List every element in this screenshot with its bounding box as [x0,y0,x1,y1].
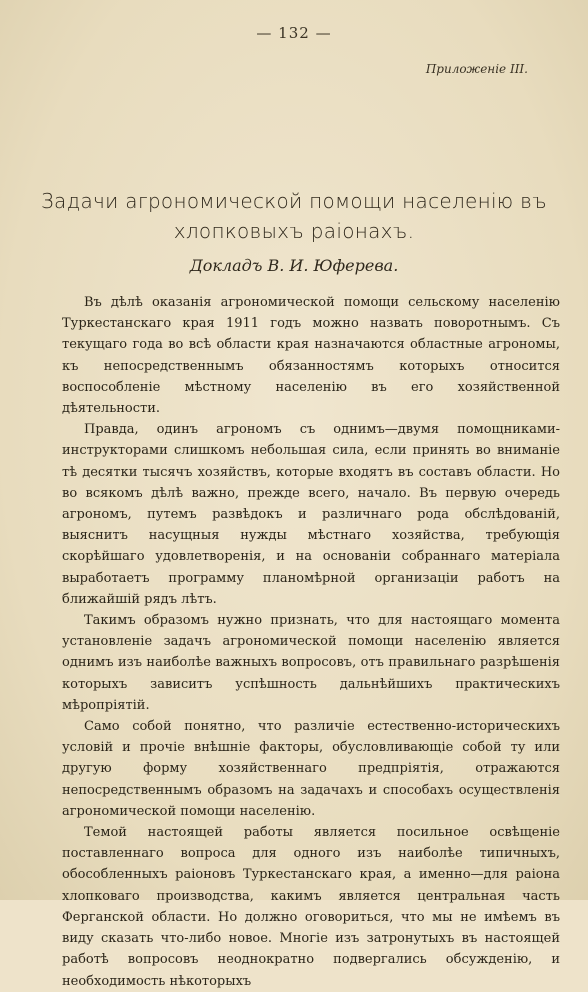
author-line: Докладъ В. И. Юферева. [189,256,399,275]
paragraph: Правда, одинъ агрономъ съ однимъ—двумя помощниками-инструкторами слишкомъ небольшая сила, если принять во вниманіе тѣ десятки тысячъ хозяйствъ, которые входятъ въ составъ области. Но во всякомъ дѣлѣ важно, прежде всего, начало. Въ первую очередь агрономъ, путемъ развѣдокъ и различнаго рода обслѣдованій, выяснитъ насущныя нужды мѣстнаго хозяйства, требующія скорѣйшаго удовлетворенія, и на основаніи собраннаго матеріала выработаетъ программу планомѣрной организаціи работъ на ближайшій рядъ лѣтъ. [62,422,560,607]
paragraph: Такимъ образомъ нужно признать, что для настоящаго момента установленіе задачъ агрономической помощи населенію является однимъ изъ наиболѣе важныхъ вопросовъ, отъ правильнаго разрѣшенія которыхъ зависитъ успѣшность дальнѣйшихъ практическихъ мѣропріятій. [62,613,560,713]
body-text [62,292,560,992]
paragraph: Темой настоящей работы является посильное освѣщеніе поставленнаго вопроса для одного изъ наиболѣе типичныхъ, обособленныхъ раіоновъ Туркестанскаго края, а именно—для раіона хлопковаго производства, какимъ является центральная часть Ферганской области. Но должно оговориться, что мы не имѣемъ въ виду сказать что-либо новое. Многіе изъ затронутыхъ въ настоящей работѣ вопросовъ неоднократно подвергались обсужденію, и необходимость нѣкоторыхъ [62,825,560,989]
appendix-label: Приложеніе III. [425,62,528,76]
page-number: — 132 — [256,24,332,42]
paragraph: Въ дѣлѣ оказанія агрономической помощи сельскому населенію Туркестанскаго края 1911 годъ можно назвать поворотнымъ. Съ текущаго года во всѣ области края назначаются областные агрономы, къ непосредственнымъ обязанностямъ которыхъ относится воспособленіе мѣстному населенію въ его хозяйственной дѣятельности. [62,295,560,417]
paragraph: Само собой понятно, что различіе естественно-историческихъ условій и прочіе внѣшніе факторы, обусловливающіе собой ту или другую форму хозяйственнаго предпріятія, отражаются непосредственнымъ образомъ на задачахъ и способахъ осуществленія агрономической помощи населенію. [62,719,560,819]
document-title: Задачи агрономической помощи населенію въ хлопковыхъ раіонахъ. [41,189,547,243]
